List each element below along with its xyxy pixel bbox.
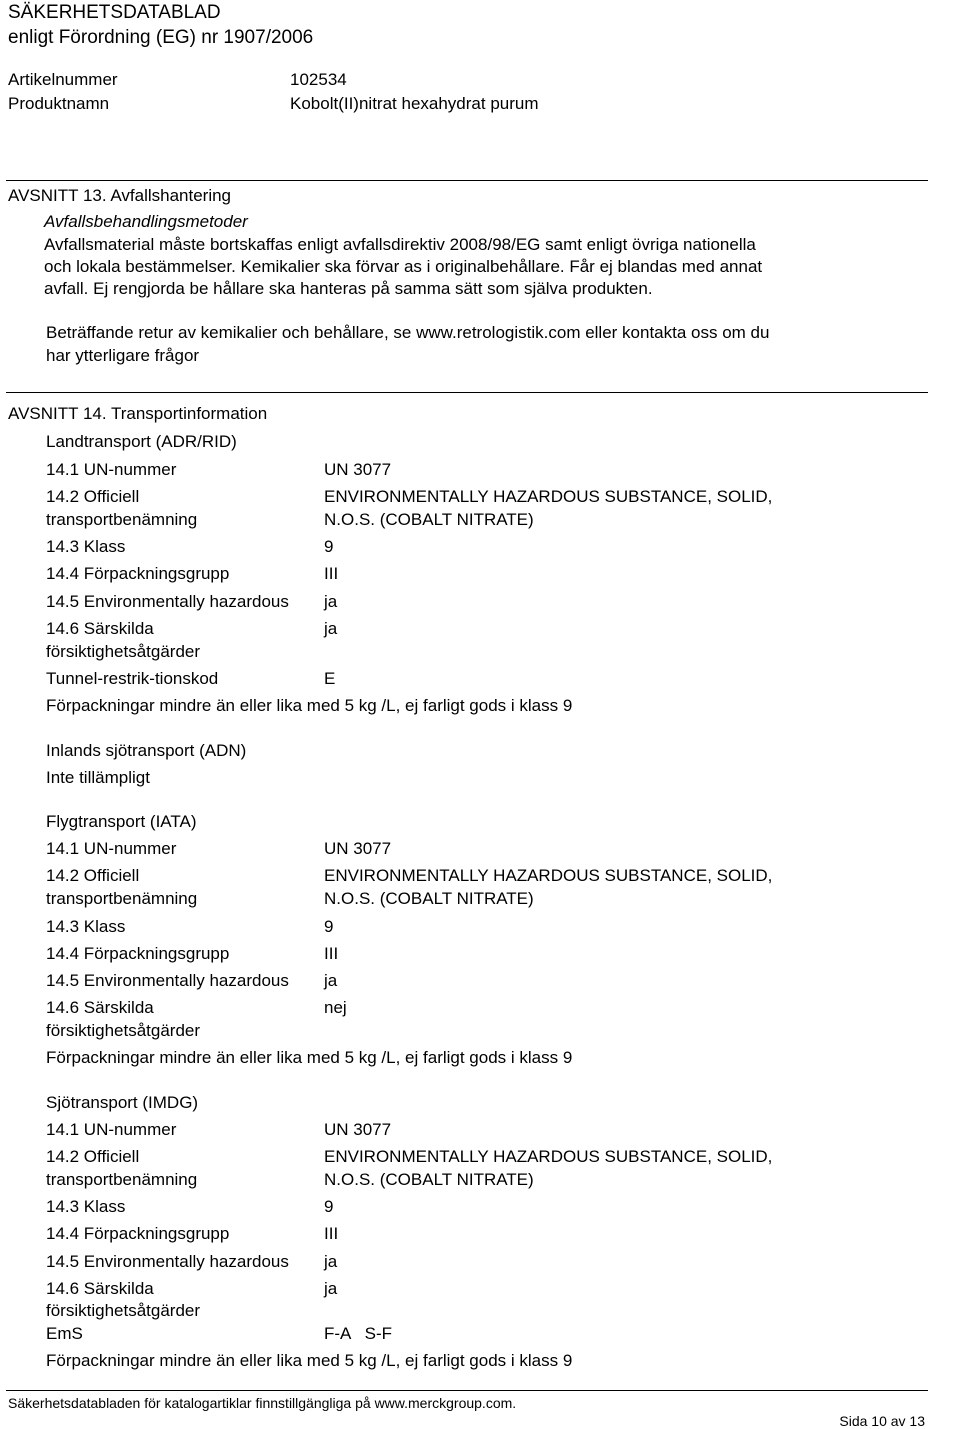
land-class-value: 9 [324,537,334,556]
land-tunnel-code-label: Tunnel-restrik-tionskod [46,669,219,688]
regulation-subtitle: enligt Förordning (EG) nr 1907/2006 [8,27,314,48]
sea-packing-group-label: 14.4 Förpackningsgrupp [46,1224,230,1243]
return-text-line: Beträffande retur av kemikalier och behållare, se www.retrologistik.com eller kontakta oss om du [46,323,770,342]
land-precautions-value: ja [324,619,338,638]
sea-transport-heading: Sjötransport (IMDG) [46,1093,199,1112]
sea-ems-value: F-A S-F [324,1324,392,1343]
waste-text-line: Avfallsmaterial måste bortskaffas enligt avfallsdirektiv 2008/98/EG samt enligt övriga nationella [44,235,756,254]
sea-precautions-value: ja [324,1279,338,1298]
product-name-label: Produktnamn [8,94,110,113]
air-class-label: 14.3 Klass [46,917,126,936]
section-13-rule [6,180,928,181]
sea-packing-group-value: III [324,1224,339,1243]
article-number-label: Artikelnummer [8,70,118,89]
section-13-title: AVSNITT 13. Avfallshantering [8,186,232,205]
air-transport-heading: Flygtransport (IATA) [46,812,197,831]
air-class-value: 9 [324,917,334,936]
waste-text-line: avfall. Ej rengjorda be hållare ska hanteras på samma sätt som själva produkten. [44,279,653,298]
land-un-label: 14.1 UN-nummer [46,460,177,479]
sea-ems-label: EmS [46,1324,83,1343]
land-tunnel-code-value: E [324,669,336,688]
air-env-hazard-value: ja [324,971,338,990]
air-env-hazard-label: 14.5 Environmentally hazardous [46,971,289,990]
land-name-value: N.O.S. (COBALT NITRATE) [324,510,534,529]
land-packing-group-label: 14.4 Förpackningsgrupp [46,564,230,583]
air-packing-group-label: 14.4 Förpackningsgrupp [46,944,230,963]
sea-precautions-label: försiktighetsåtgärder [46,1301,201,1320]
product-name-value: Kobolt(II)nitrat hexahydrat purum [290,94,539,113]
inland-transport-heading: Inlands sjötransport (ADN) [46,741,247,760]
land-transport-heading: Landtransport (ADR/RID) [46,432,237,451]
footer-rule [6,1390,928,1391]
sea-name-value: N.O.S. (COBALT NITRATE) [324,1170,534,1189]
air-name-label: 14.2 Officiell [46,866,140,885]
land-env-hazard-label: 14.5 Environmentally hazardous [46,592,289,611]
sea-un-value: UN 3077 [324,1120,392,1139]
land-class-label: 14.3 Klass [46,537,126,556]
air-name-value: N.O.S. (COBALT NITRATE) [324,889,534,908]
waste-methods-subtitle: Avfallsbehandlingsmetoder [44,212,248,231]
air-packing-group-value: III [324,944,339,963]
air-un-label: 14.1 UN-nummer [46,839,177,858]
land-precautions-label: försiktighetsåtgärder [46,642,201,661]
waste-text-line: och lokala bestämmelser. Kemikalier ska förvar as i originalbehållare. Får ej blandas med annat [44,257,763,276]
sea-env-hazard-value: ja [324,1252,338,1271]
section-14-rule [6,392,928,393]
sea-name-label: 14.2 Officiell [46,1147,140,1166]
air-packaging-note: Förpackningar mindre än eller lika med 5 kg /L, ej farligt gods i klass 9 [46,1048,573,1067]
sea-class-value: 9 [324,1197,334,1216]
return-text-line: har ytterligare frågor [46,346,200,365]
sea-name-label: transportbenämning [46,1170,198,1189]
air-precautions-label: 14.6 Särskilda [46,998,154,1017]
footer-text: Säkerhetsdatabladen för katalogartiklar finnstillgängliga på www.merckgroup.com. [8,1395,517,1411]
land-name-label: 14.2 Officiell [46,487,140,506]
page-number: Sida 10 av 13 [839,1413,925,1429]
land-name-label: transportbenämning [46,510,198,529]
land-un-value: UN 3077 [324,460,392,479]
land-env-hazard-value: ja [324,592,338,611]
sea-precautions-label: 14.6 Särskilda [46,1279,154,1298]
land-packing-group-value: III [324,564,339,583]
land-packaging-note: Förpackningar mindre än eller lika med 5 kg /L, ej farligt gods i klass 9 [46,696,573,715]
land-name-value: ENVIRONMENTALLY HAZARDOUS SUBSTANCE, SOLID, [324,487,773,506]
sea-class-label: 14.3 Klass [46,1197,126,1216]
sea-un-label: 14.1 UN-nummer [46,1120,177,1139]
inland-transport-text: Inte tillämpligt [46,768,150,787]
air-name-label: transportbenämning [46,889,198,908]
sea-name-value: ENVIRONMENTALLY HAZARDOUS SUBSTANCE, SOLID, [324,1147,773,1166]
air-precautions-label: försiktighetsåtgärder [46,1021,201,1040]
land-precautions-label: 14.6 Särskilda [46,619,154,638]
air-name-value: ENVIRONMENTALLY HAZARDOUS SUBSTANCE, SOLID, [324,866,773,885]
document-title: SÄKERHETSDATABLAD [8,2,221,23]
sea-env-hazard-label: 14.5 Environmentally hazardous [46,1252,289,1271]
air-precautions-value: nej [324,998,347,1017]
sea-packaging-note: Förpackningar mindre än eller lika med 5 kg /L, ej farligt gods i klass 9 [46,1351,573,1370]
article-number-value: 102534 [290,70,347,89]
air-un-value: UN 3077 [324,839,392,858]
section-14-title: AVSNITT 14. Transportinformation [8,404,268,423]
